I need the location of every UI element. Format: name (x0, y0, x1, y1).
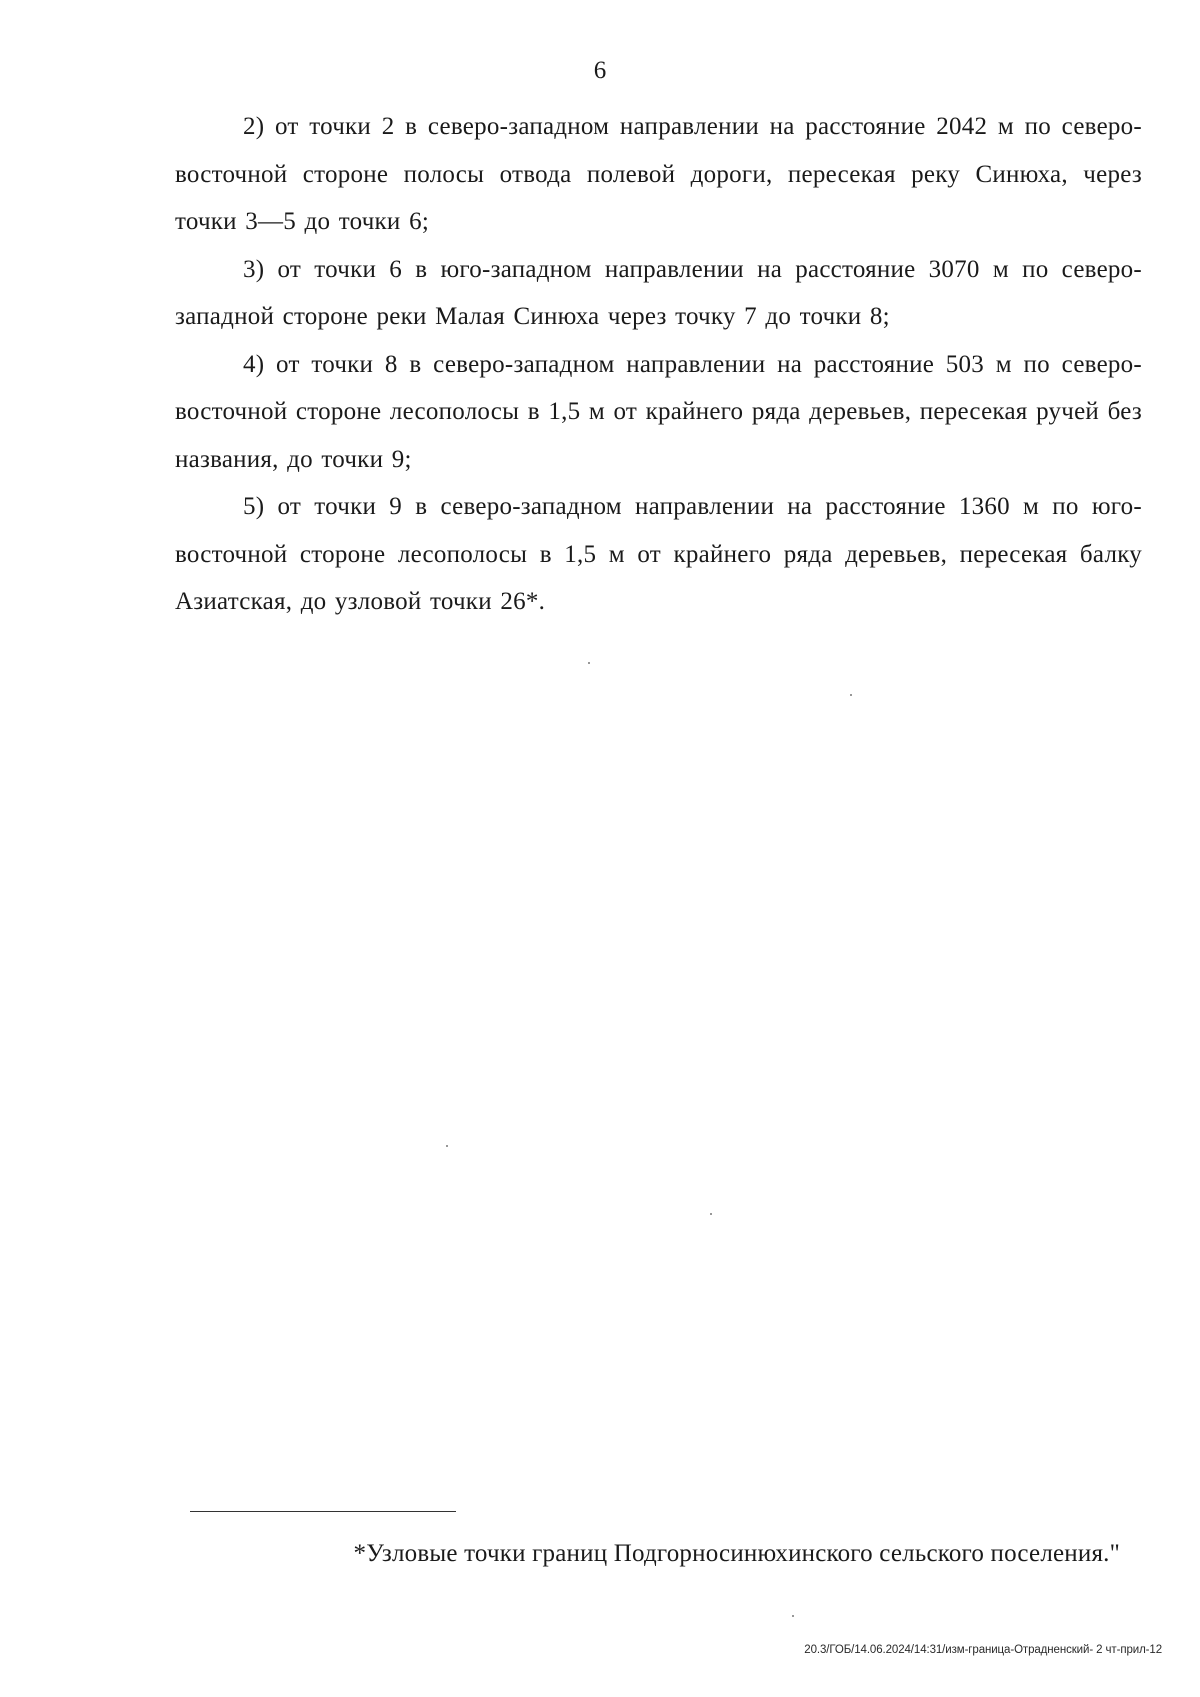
scan-speck (850, 694, 852, 696)
footnote-separator (190, 1511, 456, 1512)
page-number: 6 (593, 57, 607, 84)
scan-speck (710, 1213, 712, 1215)
paragraph-item-5: 5) от точки 9 в северо-западном направлении на расстояние 1360 м по юго-восточной стороне лесополосы в 1,5 м от крайнего ряда деревьев, пересекая балку Азиатская, до узловой точки 26*. (175, 493, 1142, 615)
scan-speck (446, 1145, 448, 1147)
scan-speck (588, 662, 590, 664)
paragraph-item-3: 3) от точки 6 в юго-западном направлении на расстояние 3070 м по северо-западной стороне реки Малая Синюха через точку 7 до точки 8; (175, 255, 1142, 330)
paragraph-item-2: 2) от точки 2 в северо-западном направлении на расстояние 2042 м по северо-восточной стороне полосы отвода полевой дороги, пересекая реку Синюха, через точки 3—5 до точки 6; (175, 113, 1142, 235)
body-text (175, 103, 1142, 626)
footnote-text: *Узловые точки границ Подгорносинюхинского сельского поселения." (353, 1540, 1120, 1567)
document-stamp: 20.3/ГОБ/14.06.2024/14:31/изм-граница-Отрадненский- 2 чт-прил-12 (804, 1644, 1162, 1656)
scan-speck (792, 1615, 794, 1617)
paragraph-item-4: 4) от точки 8 в северо-западном направлении на расстояние 503 м по северо-восточной стороне лесополосы в 1,5 м от крайнего ряда деревьев, пересекая ручей без названия, до точки 9; (175, 350, 1142, 473)
